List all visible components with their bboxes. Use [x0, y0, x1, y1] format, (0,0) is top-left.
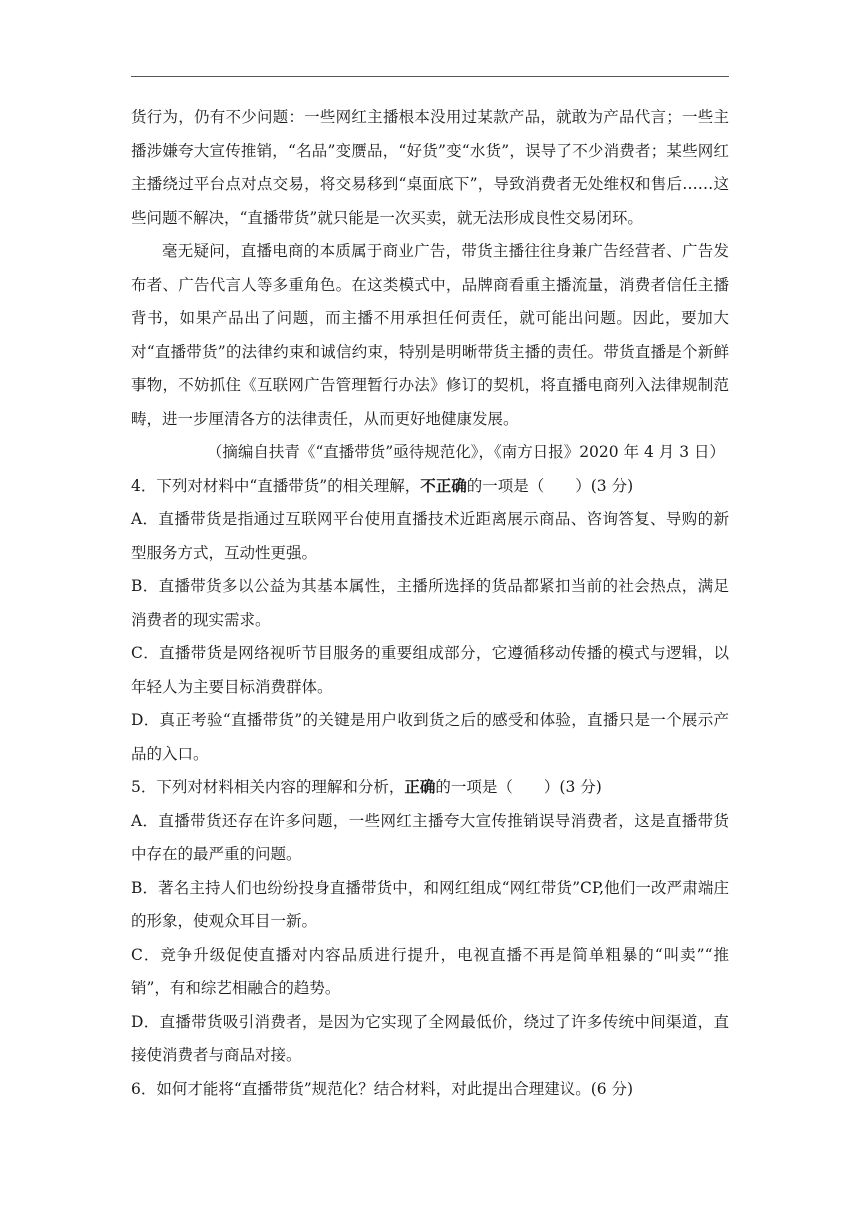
question-5-option-c: C．竞争升级促使直播对内容品质进行提升，电视直播不再是简单粗暴的“叫卖”“推销”，有和综艺相融合的趋势。 — [131, 945, 729, 997]
question-5-stem-post: 的一项是（ ）(3 分) — [435, 778, 602, 796]
question-5-stem-emphasis: 正确 — [404, 778, 436, 796]
header-rule — [131, 76, 729, 77]
question-4-stem-emphasis: 不正确 — [420, 476, 467, 495]
question-5-stem-pre: 5．下列对材料相关内容的理解和分析， — [131, 778, 405, 796]
passage-source: （摘编自扶青《“直播带货”亟待规范化》，《南方日报》2020 年 4 月 3 日） — [206, 443, 725, 461]
question-4-option-a: A．直播带货是指通过互联网平台使用直播技术近距离展示商品、咨询答复、导购的新型服务方式，互动性更强。 — [131, 510, 729, 562]
question-5-option-a: A．直播带货还存在许多问题，一些网红主播夸大宣传推销误导消费者，这是直播带货中存在的最严重的问题。 — [131, 811, 729, 863]
question-4-stem — [131, 470, 729, 504]
question-5-option-b: B．著名主持人们也纷纷投身直播带货中，和网红组成“网红带货”CP,他们一改严肃端庄的形象，使观众耳目一新。 — [131, 878, 729, 930]
question-4-option-c: C．直播带货是网络视听节目服务的重要组成部分，它遵循移动传播的模式与逻辑，以年轻人为主要目标消费群体。 — [131, 644, 729, 696]
document-body — [131, 101, 729, 1106]
passage-paragraph-2: 毫无疑问，直播电商的本质属于商业广告，带货主播往往身兼广告经营者、广告发布者、广告代言人等多重角色。在这类模式中，品牌商看重主播流量，消费者信任主播背书，如果产品出了问题，而主播不用承担任何责任，就可能出问题。因此，要加大对“直播带货”的法律约束和诚信约束，特别是明晰带货主播的责任。带货直播是个新鲜事物，不妨抓住《互联网广告管理暂行办法》修订的契机，将直播电商列入法律规制范畴，进一步厘清各方的法律责任，从而更好地健康发展。 — [131, 242, 729, 428]
question-6-stem: 6．如何才能将“直播带货”规范化？结合材料，对此提出合理建议。(6 分) — [131, 1079, 634, 1098]
question-4-option-b: B．直播带货多以公益为其基本属性，主播所选择的货品都紧扣当前的社会热点，满足消费者的现实需求。 — [131, 577, 729, 629]
question-4-stem-pre: 4．下列对材料中“直播带货”的相关理解， — [131, 476, 421, 495]
question-5-stem — [131, 771, 729, 805]
question-4-stem-post: 的一项是（ ）(3 分) — [466, 476, 634, 495]
question-4-option-d: D．真正考验“直播带货”的关键是用户收到货之后的感受和体验，直播只是一个展示产品的入口。 — [131, 711, 729, 763]
question-5-option-d: D．直播带货吸引消费者，是因为它实现了全网最低价，绕过了许多传统中间渠道，直接使消费者与商品对接。 — [131, 1012, 729, 1064]
passage-paragraph-1: 货行为，仍有不少问题：一些网红主播根本没用过某款产品，就敢为产品代言；一些主播涉嫌夸大宣传推销，“名品”变赝品，“好货”变“水货”，误导了不少消费者；某些网红主播绕过平台点对点交易，将交易移到“桌面底下”，导致消费者无处维权和售后……这些问题不解决，“直播带货”就只能是一次买卖，就无法形成良性交易闭环。 — [131, 108, 729, 227]
